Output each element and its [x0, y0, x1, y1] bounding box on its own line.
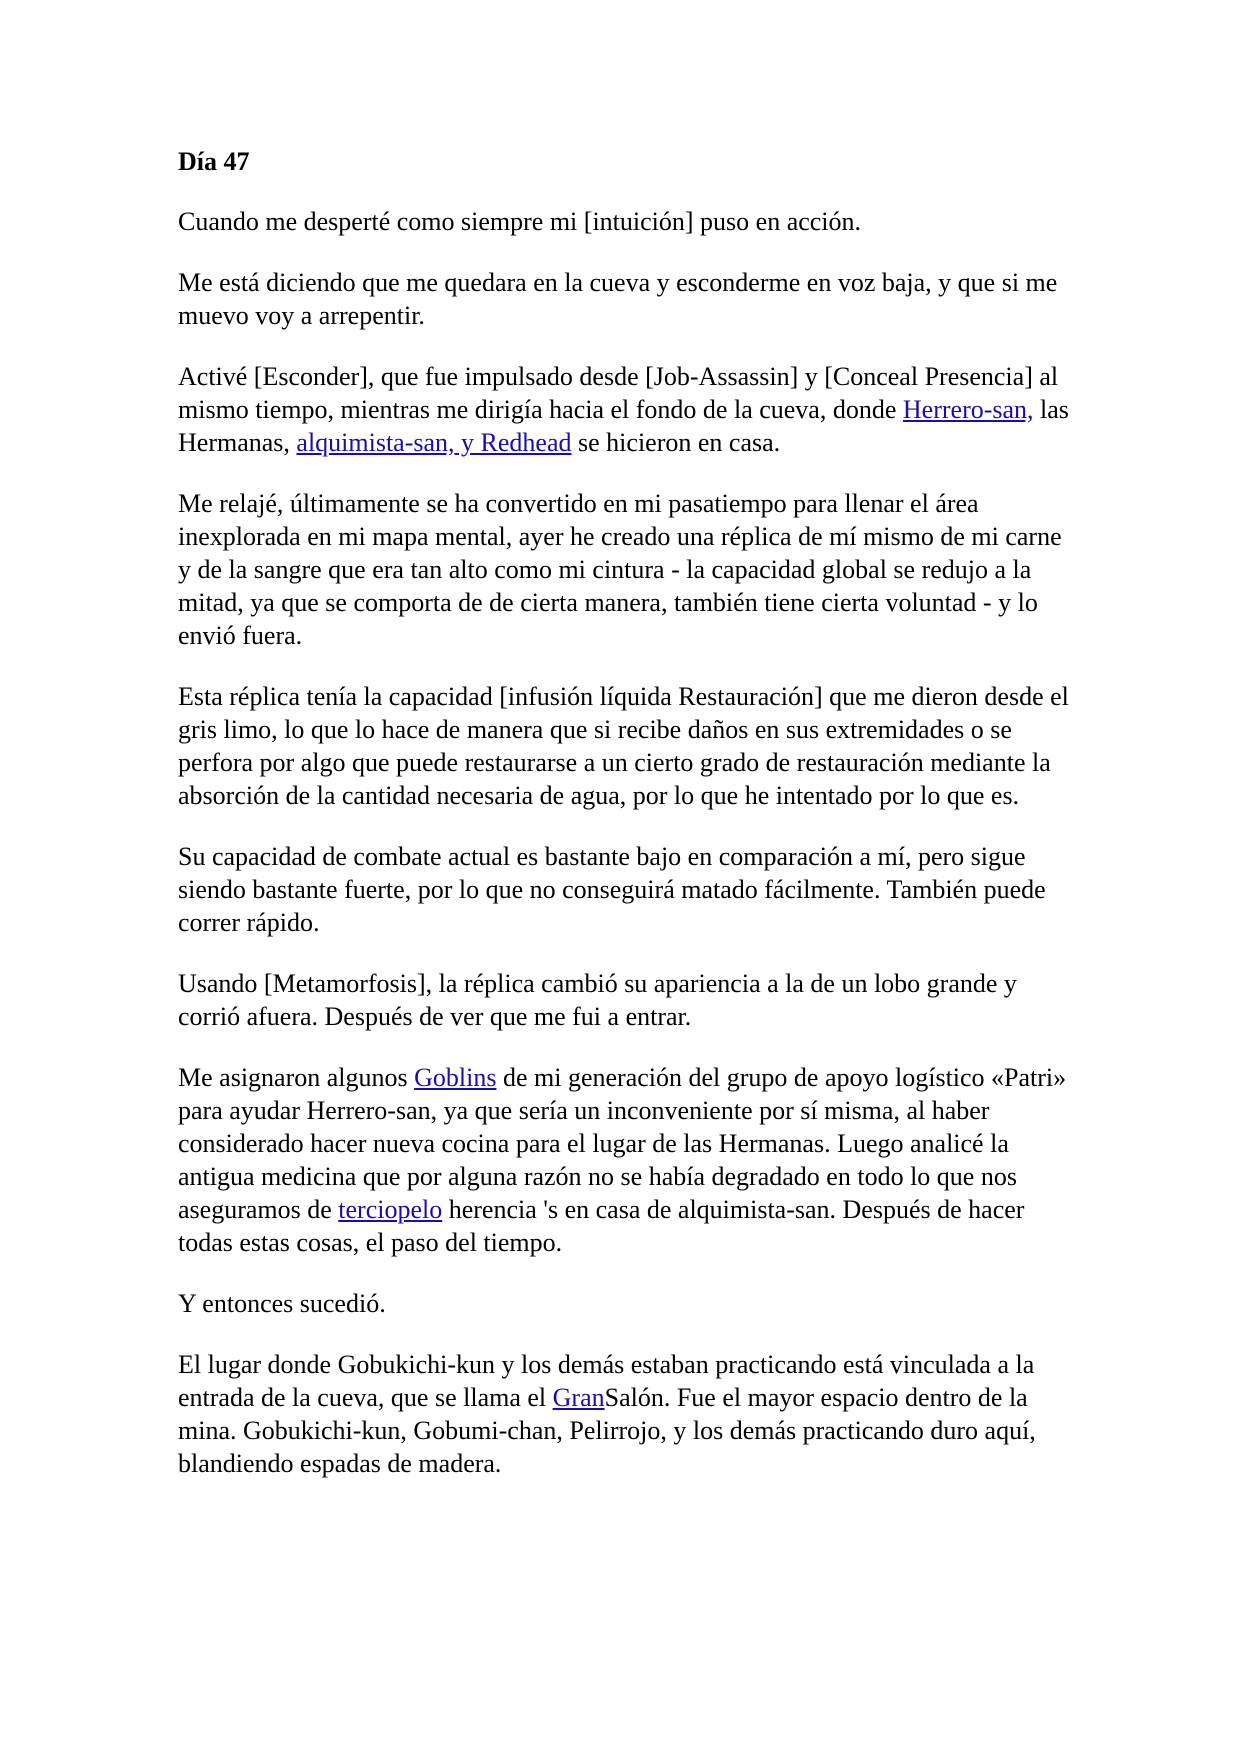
paragraph: Cuando me desperté como siempre mi [intuición] puso en acción.	[178, 207, 862, 236]
paragraph-text: Me asignaron algunos	[178, 1063, 415, 1092]
paragraph: Esta réplica tenía la capacidad [infusión líquida Restauración] que me dieron desde el gris limo, lo que lo hace de manera que si recibe daños en sus extremidades o se perfora por algo que puede restaurarse a un cierto grado de restauración mediante la absorción de la cantidad necesaria de agua, por lo que he intentado por lo que es.	[178, 682, 1069, 810]
link-herrero-san[interactable]: Herrero-san,	[902, 395, 1034, 424]
paragraph-text: herencia 's en casa de alquimista-san. Después de hacer todas estas cosas, el paso del tiempo.	[178, 1195, 1025, 1257]
paragraph	[178, 1061, 1078, 1259]
paragraph-text: se hicieron en casa.	[571, 428, 781, 457]
link-alquimista-san[interactable]: alquimista-san, y Redhead	[296, 428, 572, 457]
paragraph-text: de mi generación del grupo de apoyo logístico «Patri» para ayudar Herrero-san, ya que sería un inconveniente por sí misma, al haber considerado hacer nueva cocina para el lugar de las Hermanas. Luego analicé la antigua medicina que por alguna razón no se había degradado en todo lo que nos aseguramos de	[178, 1063, 1067, 1224]
paragraph	[178, 360, 1078, 459]
paragraph-text: Activé [Esconder], que fue impulsado desde [Job-Assassin] y [Conceal Presencia] al mismo tiempo, mientras me dirigía hacia el fondo de la cueva, donde	[178, 362, 1059, 424]
chapter-title: Día 47	[178, 147, 250, 176]
paragraph: Y entonces sucedió.	[178, 1289, 386, 1318]
paragraph: Me relajé, últimamente se ha convertido en mi pasatiempo para llenar el área inexplorada en mi mapa mental, ayer he creado una réplica de mí mismo de mi carne y de la sangre que era tan alto como mi cintura - la capacidad global se redujo a la mitad, ya que se comporta de de cierta manera, también tiene cierta voluntad - y lo envió fuera.	[178, 489, 1062, 650]
document-page	[178, 145, 1078, 1508]
paragraph: Me está diciendo que me quedara en la cueva y esconderme en voz baja, y que si me muevo voy a arrepentir.	[178, 268, 1058, 330]
link-goblins[interactable]: Goblins	[414, 1063, 497, 1092]
paragraph: Su capacidad de combate actual es bastante bajo en comparación a mí, pero sigue siendo bastante fuerte, por lo que no conseguirá matado fácilmente. También puede correr rápido.	[178, 842, 1046, 937]
paragraph-text: Salón. Fue el mayor espacio dentro de la mina. Gobukichi-kun, Gobumi-chan, Pelirrojo, y los demás practicando duro aquí, blandiendo espadas de madera.	[178, 1383, 1036, 1478]
paragraph	[178, 1348, 1078, 1480]
paragraph-text: El lugar donde Gobukichi-kun y los demás estaban practicando está vinculada a la entrada de la cueva, que se llama el	[178, 1350, 1035, 1412]
paragraph: Usando [Metamorfosis], la réplica cambió su apariencia a la de un lobo grande y corrió afuera. Después de ver que me fui a entrar.	[178, 969, 1017, 1031]
link-gran[interactable]: Gran	[552, 1383, 605, 1412]
paragraph-text: las Hermanas,	[178, 395, 1069, 457]
link-terciopelo[interactable]: terciopelo	[338, 1195, 443, 1224]
